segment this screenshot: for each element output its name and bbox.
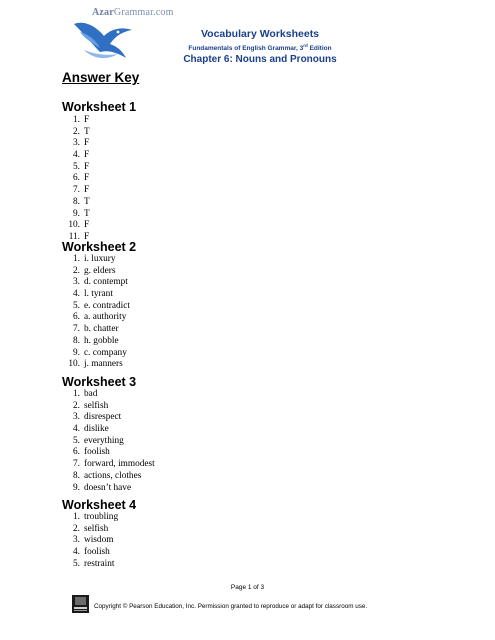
list-item	[62, 512, 118, 524]
item-answer: h. gobble	[84, 335, 119, 346]
list-item	[62, 115, 90, 127]
list-item	[62, 209, 90, 221]
page-number: Page 1 of 3	[230, 584, 265, 591]
item-number: 7.	[73, 324, 80, 335]
list-item	[62, 254, 130, 266]
item-number: 11.	[68, 231, 80, 242]
item-number: 1.	[73, 115, 80, 125]
header-title: Vocabulary Worksheets	[200, 28, 320, 40]
item-answer: F	[84, 115, 90, 125]
list-item	[62, 301, 130, 313]
copyright-notice: Copyright © Pearson Education, Inc. Permission granted to reproduce or adapt for classroom use.	[94, 603, 368, 610]
item-answer: T	[84, 208, 90, 219]
list-item	[62, 471, 155, 483]
list-item	[62, 559, 118, 571]
item-answer: j. manners	[84, 359, 123, 370]
list-item	[62, 138, 90, 150]
list-item	[62, 220, 90, 232]
item-answer: F	[84, 173, 90, 184]
item-answer: F	[84, 231, 90, 242]
list-item	[62, 277, 130, 289]
item-answer: l. tyrant	[84, 289, 113, 300]
item-number: 4.	[73, 150, 80, 161]
item-number: 8.	[73, 196, 80, 207]
azar-grammar-bird-logo	[70, 10, 180, 70]
item-answer: foolish	[84, 547, 110, 558]
header-chapter: Chapter 6: Nouns and Pronouns	[183, 54, 337, 66]
item-answer: T	[84, 126, 90, 137]
subtitle-edition: Edition	[307, 45, 332, 53]
item-number: 5.	[73, 300, 80, 311]
list-item	[62, 459, 155, 471]
item-answer: g. elders	[84, 265, 116, 276]
item-number: 4.	[73, 547, 80, 558]
item-number: 6.	[73, 173, 80, 184]
item-number: 5.	[73, 435, 80, 446]
list-item	[62, 447, 155, 459]
worksheet-3-answers	[62, 389, 155, 494]
item-number: 3.	[73, 535, 80, 546]
worksheet-2-title: Worksheet 2	[62, 240, 137, 254]
item-answer: F	[84, 138, 90, 149]
item-answer: troubling	[84, 512, 119, 522]
answer-key-title: Answer Key	[62, 70, 140, 85]
item-answer: forward, immodest	[84, 459, 155, 470]
item-answer: i. luxury	[84, 254, 116, 264]
logo-wordmark	[92, 7, 174, 18]
item-answer: doesn’t have	[84, 482, 132, 493]
item-number: 8.	[73, 335, 80, 346]
list-item	[62, 389, 155, 401]
item-answer: actions, clothes	[84, 470, 142, 481]
item-number: 8.	[73, 470, 80, 481]
list-item	[62, 127, 90, 139]
item-number: 9.	[73, 208, 80, 219]
item-number: 1.	[73, 512, 80, 522]
item-answer: F	[84, 150, 90, 161]
list-item	[62, 547, 118, 559]
list-item	[62, 535, 118, 547]
item-answer: F	[84, 185, 90, 196]
list-item	[62, 162, 90, 174]
item-number: 2.	[73, 126, 80, 137]
item-answer: T	[84, 196, 90, 207]
item-answer: e. contradict	[84, 300, 130, 311]
list-item	[62, 412, 155, 424]
item-answer: disrespect	[84, 412, 122, 423]
worksheet-4-title: Worksheet 4	[62, 498, 137, 512]
item-number: 9.	[73, 347, 80, 358]
list-item	[62, 436, 155, 448]
list-item	[62, 173, 90, 185]
list-item	[62, 424, 155, 436]
item-answer: foolish	[84, 447, 110, 458]
item-number: 6.	[73, 447, 80, 458]
item-answer: dislike	[84, 424, 109, 435]
worksheet-1-answers	[62, 115, 90, 244]
item-number: 3.	[73, 277, 80, 288]
list-item	[62, 359, 130, 371]
item-answer: everything	[84, 435, 124, 446]
item-number: 3.	[73, 138, 80, 149]
worksheet-2-answers	[62, 254, 130, 371]
item-answer: F	[84, 161, 90, 172]
item-answer: selfish	[84, 400, 109, 411]
worksheet-1-title: Worksheet 1	[62, 100, 137, 114]
item-number: 4.	[73, 424, 80, 435]
item-number: 1.	[73, 254, 80, 264]
item-number: 10.	[68, 220, 80, 231]
item-number: 7.	[73, 185, 80, 196]
item-answer: F	[84, 220, 90, 231]
item-number: 7.	[73, 459, 80, 470]
item-number: 5.	[73, 558, 80, 569]
list-item	[62, 185, 90, 197]
list-item	[62, 336, 130, 348]
logo-brand-bold: Azar	[92, 7, 114, 18]
item-number: 4.	[73, 289, 80, 300]
item-answer: d. contempt	[84, 277, 128, 288]
list-item	[62, 348, 130, 360]
item-number: 1.	[73, 389, 80, 399]
list-item	[62, 524, 118, 536]
list-item	[62, 266, 130, 278]
list-item	[62, 150, 90, 162]
list-item	[62, 401, 155, 413]
item-answer: selfish	[84, 523, 109, 534]
item-answer: c. company	[84, 347, 127, 358]
subtitle-superscript: rd	[303, 43, 308, 48]
item-answer: bad	[84, 389, 98, 399]
header-subtitle	[170, 41, 350, 53]
logo-brand-rest: Grammar.com	[113, 7, 174, 18]
item-number: 2.	[73, 400, 80, 411]
list-item	[62, 483, 155, 495]
item-answer: wisdom	[84, 535, 114, 546]
item-number: 10.	[68, 359, 80, 370]
worksheet-4-answers	[62, 512, 118, 570]
document-header	[170, 28, 350, 66]
item-number: 6.	[73, 312, 80, 323]
list-item	[62, 312, 130, 324]
item-number: 3.	[73, 412, 80, 423]
item-answer: b. chatter	[84, 324, 119, 335]
item-answer: restraint	[84, 558, 115, 569]
pearson-logo-icon	[72, 595, 89, 613]
list-item	[62, 197, 90, 209]
item-number: 2.	[73, 265, 80, 276]
subtitle-text: Fundamentals of English Grammar, 3	[188, 45, 304, 53]
item-number: 2.	[73, 523, 80, 534]
item-answer: a. authority	[84, 312, 127, 323]
list-item	[62, 289, 130, 301]
item-number: 5.	[73, 161, 80, 172]
worksheet-3-title: Worksheet 3	[62, 375, 137, 389]
list-item	[62, 324, 130, 336]
item-number: 9.	[73, 482, 80, 493]
